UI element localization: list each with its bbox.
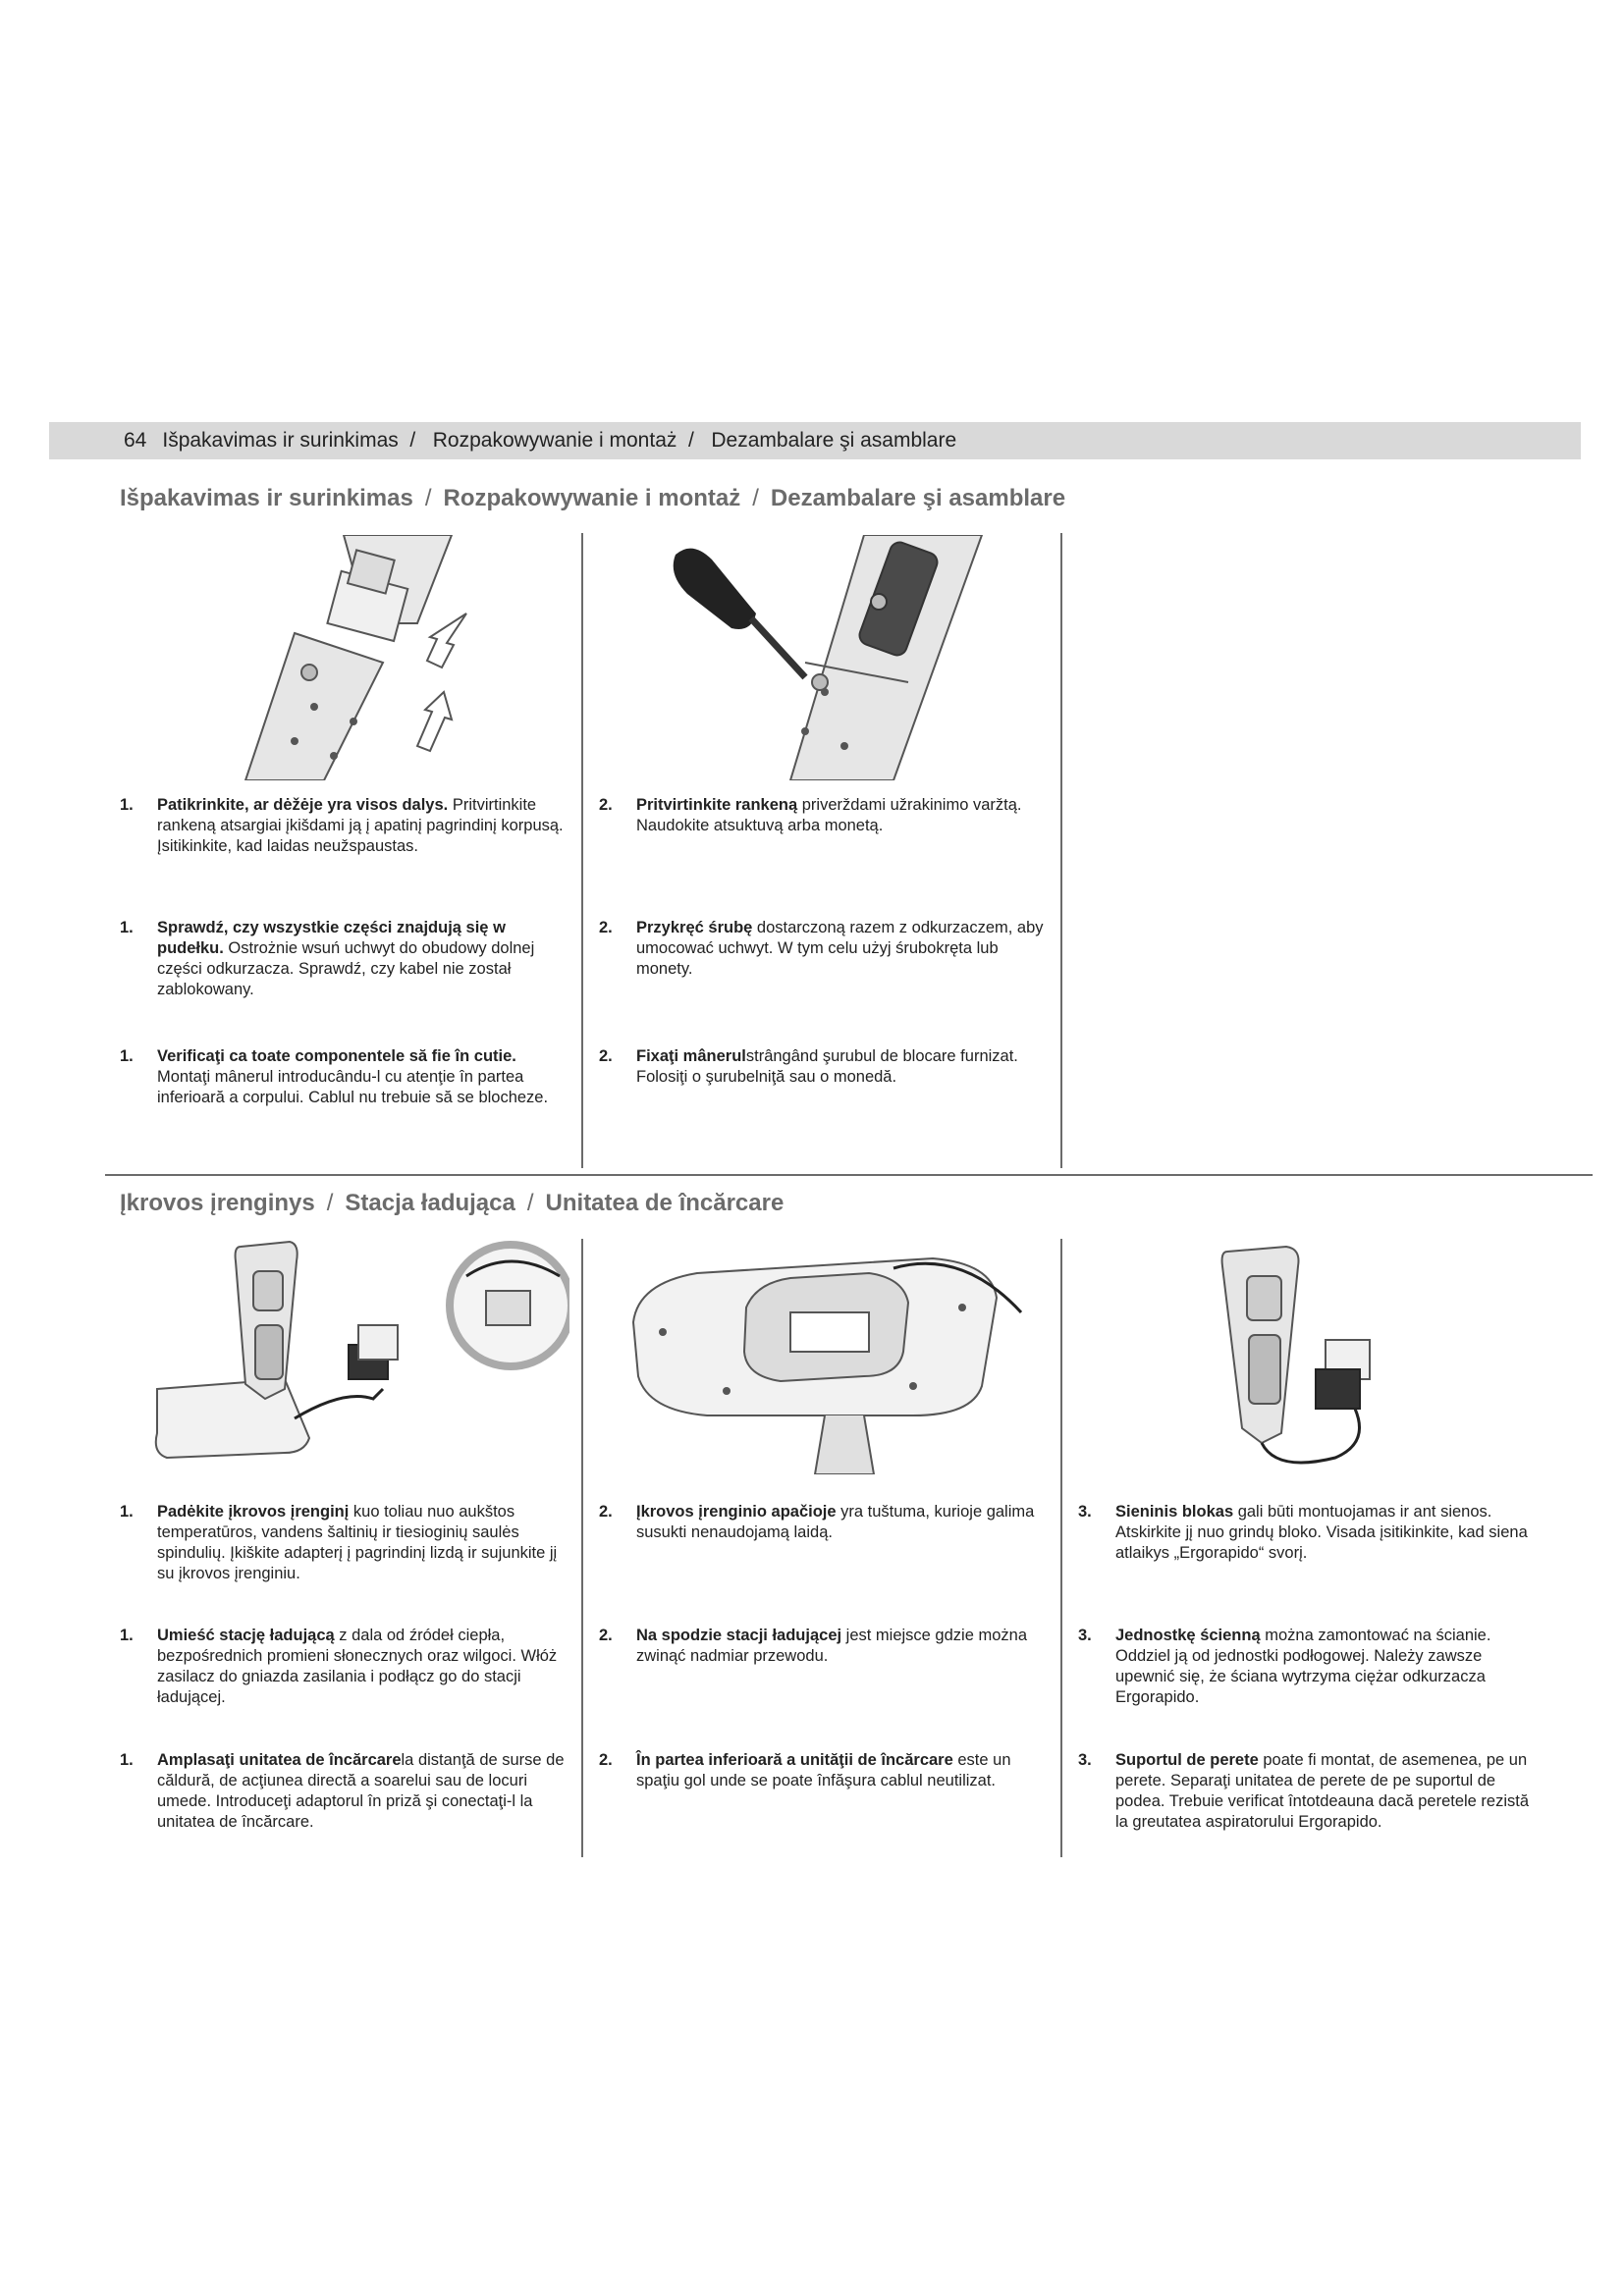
- section-title-pl: Rozpakowywanie i montaż: [443, 485, 741, 511]
- step-number: 3.: [1078, 1503, 1092, 1521]
- charging-station-illustration: [147, 1232, 569, 1468]
- column-divider: [1060, 1239, 1062, 1857]
- step-number: 1.: [120, 796, 134, 814]
- step-bold-text: Jednostkę ścienną: [1115, 1627, 1261, 1644]
- step-number: 2.: [599, 919, 613, 936]
- section-title-charging-station: [120, 1190, 784, 1217]
- step-pl-1: [120, 918, 571, 1000]
- step-text: Montaţi mânerul introducându-l cu atenţie în partea inferioară a corpului. Cablul nu trebuie să se blocheze.: [157, 1068, 549, 1106]
- step-bold-text: Verificaţi ca toate componentele să fie în cutie.: [157, 1047, 516, 1065]
- step-bold-text: Įkrovos įrenginio apačioje: [636, 1503, 837, 1521]
- title-separator: /: [424, 485, 432, 511]
- column-divider: [1060, 533, 1062, 1168]
- section-title-ro: Dezambalare şi asamblare: [770, 485, 1066, 511]
- step-text: yra tuštuma, kurioje galima susukti nenaudojamą laidą.: [636, 1503, 1035, 1541]
- charging-station-underside-illustration: [619, 1239, 1031, 1474]
- step-lt-1: [120, 1502, 571, 1584]
- page-header-bar: [49, 422, 1581, 459]
- step-bold-text: Umieść stację ładującą: [157, 1627, 335, 1644]
- step-number: 2.: [599, 1751, 613, 1769]
- step-bold-text: Przykręć śrubę: [636, 919, 753, 936]
- section-title-ro: Unitatea de încărcare: [545, 1190, 785, 1216]
- step-lt-2: [599, 795, 1051, 836]
- step-pl-1: [120, 1626, 571, 1708]
- step-pl-2: [599, 918, 1051, 980]
- step-number: 3.: [1078, 1751, 1092, 1769]
- step-bold-text: Patikrinkite, ar dėžėje yra visos dalys.: [157, 796, 449, 814]
- screwdriver-illustration: [658, 535, 992, 780]
- step-text: z dala od źródeł ciepła, bezpośrednich promieni słonecznych oraz wilgoci. Włóż zasilacz do gniazda zasilania i podłącz go do stacji ładującej.: [157, 1627, 558, 1706]
- section-title-lt: Išpakavimas ir surinkimas: [120, 485, 413, 511]
- wall-unit-illustration: [1208, 1237, 1424, 1472]
- step-text: Ostrożnie wsuń uchwyt do obudowy dolnej części odkurzacza. Sprawdź, czy kabel nie został zablokowany.: [157, 939, 535, 998]
- section-title-unpacking: [120, 485, 1065, 512]
- step-bold-text: Amplasaţi unitatea de încărcare: [157, 1751, 402, 1769]
- step-text: este un spaţiu gol unde se poate înfăşura cablul neutilizat.: [636, 1751, 1011, 1789]
- step-bold-text: Suportul de perete: [1115, 1751, 1259, 1769]
- step-text: można zamontować na ścianie. Oddziel ją od jednostki podłogowej. Należy zawsze upewnić się, że ściana wytrzyma ciężar odkurzacza Ergorapido.: [1115, 1627, 1491, 1706]
- step-text: kuo toliau nuo aukštos temperatūros, vandens šaltinių ir tiesioginių saulės spindulių. Įkiškite adapterį į pagrindinį lizdą ir sujunkite jį su įkrovos įrenginiu.: [157, 1503, 558, 1582]
- section-title-lt: Įkrovos įrenginys: [120, 1190, 315, 1216]
- step-text: poate fi montat, de asemenea, pe un perete. Separaţi unitatea de perete de pe suportul de podea. Trebuie verificat întotdeauna dacă peretele rezistă la greutatea aspiratorului Ergorapido.: [1115, 1751, 1530, 1831]
- step-text: priverždami užrakinimo varžtą. Naudokite atsuktuvą arba monetą.: [636, 796, 1022, 834]
- step-number: 1.: [120, 1751, 134, 1769]
- step-text: la distanţă de surse de căldură, de acţiunea directă a soarelui sau de locuri umede. Introduceţi adaptorul în priză şi conectaţi-l la unitatea de încărcare.: [157, 1751, 565, 1831]
- step-number: 2.: [599, 1503, 613, 1521]
- step-ro-2: [599, 1046, 1051, 1088]
- section-title-pl: Stacja ładująca: [345, 1190, 515, 1216]
- step-number: 2.: [599, 1047, 613, 1065]
- step-number: 1.: [120, 1047, 134, 1065]
- step-number: 1.: [120, 919, 134, 936]
- step-number: 1.: [120, 1627, 134, 1644]
- section-divider: [105, 1174, 1593, 1176]
- title-separator: /: [752, 485, 759, 511]
- title-separator: /: [526, 1190, 534, 1216]
- step-text: Pritvirtinkite rankeną atsargiai įkišdami ją į apatinį pagrindinį korpusą. Įsitikinkite, kad laidas neužspaustas.: [157, 796, 564, 855]
- step-number: 3.: [1078, 1627, 1092, 1644]
- step-pl-2: [599, 1626, 1051, 1667]
- step-bold-text: Sieninis blokas: [1115, 1503, 1234, 1521]
- step-lt-3: [1078, 1502, 1530, 1564]
- step-text: gali būti montuojamas ir ant sienos. Atskirkite jį nuo grindų bloko. Visada įsitikinkite, kad siena atlaikys „Ergorapido“ svorį.: [1115, 1503, 1528, 1562]
- step-bold-text: Sprawdź, czy wszystkie części znajdują się w pudełku.: [157, 919, 506, 957]
- step-lt-1: [120, 795, 571, 857]
- step-number: 2.: [599, 796, 613, 814]
- step-bold-text: Fixaţi mânerul: [636, 1047, 746, 1065]
- step-ro-3: [1078, 1750, 1530, 1833]
- step-bold-text: În partea inferioară a unităţii de încărcare: [636, 1751, 953, 1769]
- handle-insertion-illustration: [226, 535, 540, 780]
- step-ro-1: [120, 1046, 571, 1108]
- header-title: Išpakavimas ir surinkimas / Rozpakowywanie i montaż / Dezambalare şi asamblare: [162, 429, 957, 452]
- step-ro-2: [599, 1750, 1051, 1791]
- step-bold-text: Padėkite įkrovos įrenginį: [157, 1503, 350, 1521]
- step-ro-1: [120, 1750, 571, 1833]
- step-text: dostarczoną razem z odkurzaczem, aby umocować uchwyt. W tym celu użyj śrubokręta lub monety.: [636, 919, 1044, 978]
- step-text: strângând şurubul de blocare furnizat. Folosiţi o şurubelniţă sau o monedă.: [636, 1047, 1018, 1086]
- title-separator: /: [326, 1190, 334, 1216]
- column-divider: [581, 533, 583, 1168]
- step-number: 2.: [599, 1627, 613, 1644]
- step-bold-text: Na spodzie stacji ładującej: [636, 1627, 842, 1644]
- step-bold-text: Pritvirtinkite rankeną: [636, 796, 798, 814]
- column-divider: [581, 1239, 583, 1857]
- page-number: 64: [124, 429, 147, 452]
- step-text: jest miejsce gdzie można zwinąć nadmiar przewodu.: [636, 1627, 1027, 1665]
- step-pl-3: [1078, 1626, 1530, 1708]
- step-lt-2: [599, 1502, 1051, 1543]
- step-number: 1.: [120, 1503, 134, 1521]
